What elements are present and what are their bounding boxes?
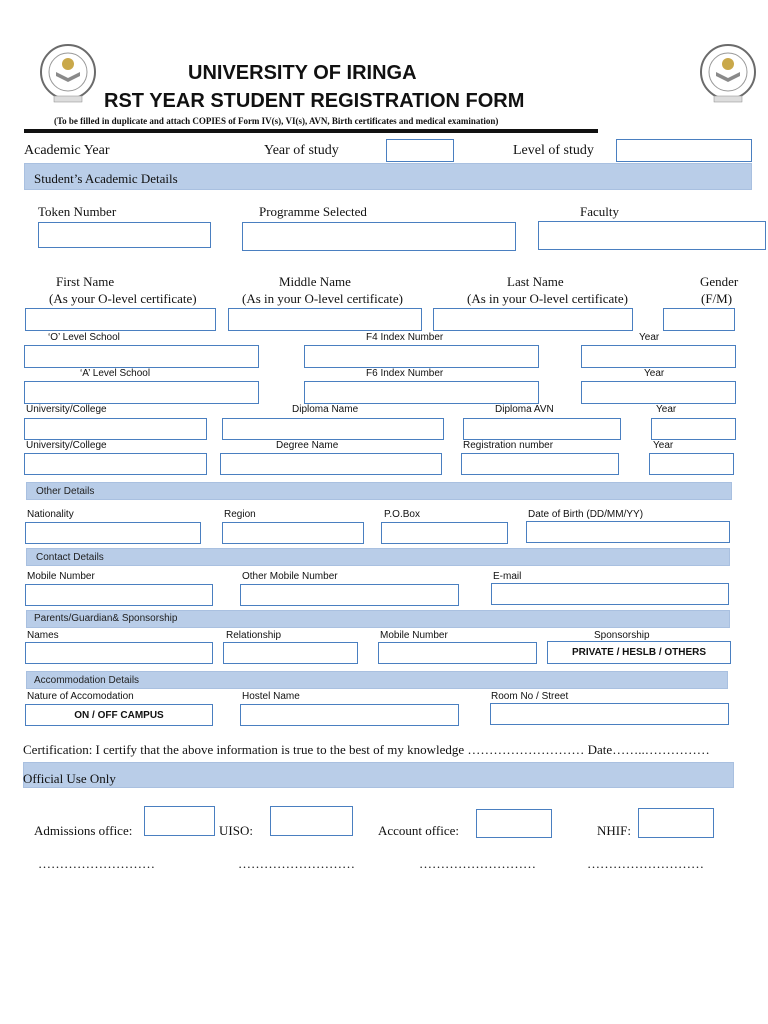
diploma-university-input[interactable] [24, 418, 207, 440]
a-level-school-input[interactable] [24, 381, 259, 404]
official-use-heading: Official Use Only [23, 771, 116, 786]
header-divider [24, 129, 598, 133]
programme-selected-input[interactable] [242, 222, 516, 251]
first-name-label: First Name [56, 274, 115, 289]
nature-of-accommodation-label: Nature of Accomodation [27, 691, 134, 702]
last-name-note: (As in your O-level certificate) [467, 291, 628, 306]
nhif-label: NHIF: [597, 823, 631, 838]
admissions-office-input[interactable] [144, 806, 215, 836]
a-level-school-label: ‘A’ Level School [80, 368, 151, 379]
accommodation-select[interactable]: ON / OFF CAMPUS [25, 704, 213, 726]
diploma-avn-label: Diploma AVN [495, 404, 554, 415]
diploma-name-label: Diploma Name [292, 404, 359, 415]
registration-number-input[interactable] [461, 453, 619, 475]
gender-input[interactable] [663, 308, 735, 331]
other-mobile-input[interactable] [240, 584, 459, 606]
token-number-label: Token Number [38, 204, 117, 219]
region-input[interactable] [222, 522, 364, 544]
diploma-year-input[interactable] [651, 418, 736, 440]
f6-index-label: F6 Index Number [366, 368, 444, 379]
po-box-input[interactable] [381, 522, 508, 544]
form-title: RST YEAR STUDENT REGISTRATION FORM [104, 90, 525, 112]
other-mobile-label: Other Mobile Number [242, 571, 338, 582]
degree-year-label: Year [653, 440, 674, 451]
university-title: UNIVERSITY OF IRINGA [188, 62, 417, 84]
year-of-study-label: Year of study [264, 143, 339, 158]
contact-details-section-bar [26, 548, 730, 566]
o-level-year-label: Year [639, 332, 660, 343]
hostel-name-input[interactable] [240, 704, 459, 726]
gender-note: (F/M) [701, 291, 733, 306]
o-level-school-input[interactable] [24, 345, 259, 368]
accommodation-heading: Accommodation Details [34, 675, 140, 686]
diploma-name-input[interactable] [222, 418, 444, 440]
academic-year-label: Academic Year [24, 143, 110, 158]
middle-name-note: (As in your O-level certificate) [242, 291, 403, 306]
region-label: Region [224, 509, 256, 520]
f4-index-input[interactable] [304, 345, 539, 368]
degree-year-input[interactable] [649, 453, 734, 475]
sponsorship-select[interactable]: PRIVATE / HESLB / OTHERS [547, 641, 731, 664]
relationship-label: Relationship [226, 630, 282, 641]
names-label: Names [27, 630, 59, 641]
level-of-study-label: Level of study [513, 143, 594, 158]
parents-heading: Parents/Guardian& Sponsorship [34, 613, 178, 624]
university-seal-left-icon [36, 42, 100, 106]
diploma-university-label: University/College [26, 404, 107, 415]
academic-details-heading: Student’s Academic Details [34, 171, 178, 186]
attachment-note: (To be filled in duplicate and attach COPIES of Form IV(s), VI(s), AVN, Birth certificates and medical examination) [54, 116, 499, 126]
room-street-input[interactable] [490, 703, 729, 725]
admissions-signature-line: ……………………… [38, 856, 155, 871]
degree-name-input[interactable] [220, 453, 442, 475]
mobile-number-label: Mobile Number [27, 571, 95, 582]
programme-selected-label: Programme Selected [259, 204, 367, 219]
nhif-input[interactable] [638, 808, 714, 838]
degree-name-label: Degree Name [276, 440, 339, 451]
faculty-label: Faculty [580, 204, 619, 219]
uiso-input[interactable] [270, 806, 353, 836]
contact-details-heading: Contact Details [36, 552, 104, 563]
po-box-label: P.O.Box [384, 509, 420, 520]
o-level-year-input[interactable] [581, 345, 736, 368]
level-of-study-input[interactable] [616, 139, 752, 162]
parent-mobile-input[interactable] [378, 642, 537, 664]
other-details-heading: Other Details [36, 486, 95, 497]
nationality-input[interactable] [25, 522, 201, 544]
account-office-input[interactable] [476, 809, 552, 838]
last-name-label: Last Name [507, 274, 564, 289]
middle-name-label: Middle Name [279, 274, 351, 289]
official-use-section-bar [23, 762, 734, 788]
degree-university-input[interactable] [24, 453, 207, 475]
f4-index-label: F4 Index Number [366, 332, 444, 343]
middle-name-input[interactable] [228, 308, 422, 331]
account-office-label: Account office: [378, 823, 459, 838]
room-street-label: Room No / Street [491, 691, 569, 702]
faculty-input[interactable] [538, 221, 766, 250]
diploma-avn-input[interactable] [463, 418, 621, 440]
uiso-signature-line: ……………………… [238, 856, 355, 871]
email-input[interactable] [491, 583, 729, 605]
uiso-label: UISO: [219, 823, 253, 838]
token-number-input[interactable] [38, 222, 211, 248]
nhif-signature-line: ……………………… [587, 856, 704, 871]
nationality-label: Nationality [27, 509, 74, 520]
hostel-name-label: Hostel Name [242, 691, 300, 702]
date-of-birth-input[interactable] [526, 521, 730, 543]
other-details-section-bar [26, 482, 732, 500]
a-level-year-label: Year [644, 368, 665, 379]
parent-mobile-label: Mobile Number [380, 630, 448, 641]
year-of-study-input[interactable] [386, 139, 454, 162]
parent-names-input[interactable] [25, 642, 213, 664]
gender-label: Gender [700, 274, 739, 289]
account-signature-line: ……………………… [419, 856, 536, 871]
diploma-year-label: Year [656, 404, 677, 415]
registration-number-label: Registration number [463, 440, 554, 451]
university-seal-right-icon [696, 42, 760, 106]
sponsorship-label: Sponsorship [594, 630, 650, 641]
first-name-input[interactable] [25, 308, 216, 331]
relationship-input[interactable] [223, 642, 358, 664]
last-name-input[interactable] [433, 308, 633, 331]
o-level-school-label: ‘O’ Level School [48, 332, 120, 343]
a-level-year-input[interactable] [581, 381, 736, 404]
mobile-number-input[interactable] [25, 584, 213, 606]
date-of-birth-label: Date of Birth (DD/MM/YY) [528, 509, 644, 520]
f6-index-input[interactable] [304, 381, 539, 404]
certification-statement: Certification: I certify that the above information is true to the best of my knowledge ……………………… Date……..…………… [23, 742, 710, 757]
email-label: E-mail [493, 571, 522, 582]
first-name-note: (As your O-level certificate) [49, 291, 197, 306]
admissions-office-label: Admissions office: [34, 823, 133, 838]
degree-university-label: University/College [26, 440, 107, 451]
